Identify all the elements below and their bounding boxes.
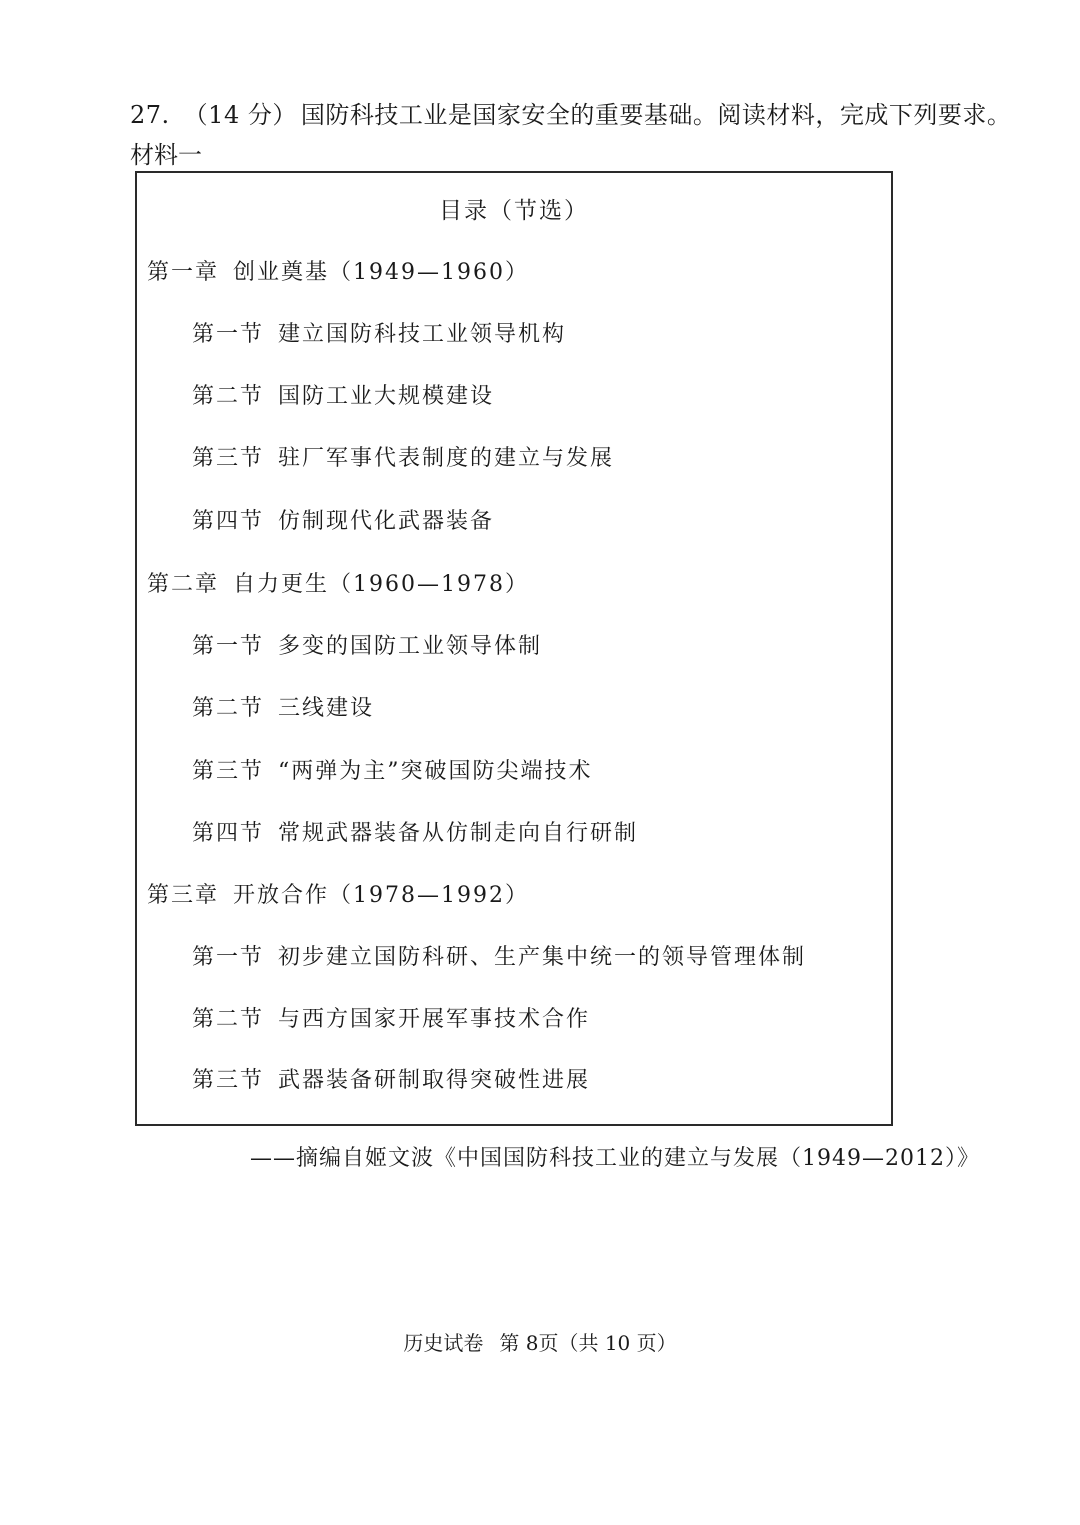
toc-section: [192, 444, 614, 474]
section-label: 第三节: [192, 446, 265, 471]
section-title: 国防工业大规模建设: [278, 384, 495, 409]
section-title: 三线建设: [278, 696, 375, 721]
section-title: 初步建立国防科研、生产集中统一的领导管理体制: [278, 945, 807, 970]
toc-section: [192, 1066, 590, 1096]
section-title: “两弹为主”突破国防尖端技术: [278, 759, 593, 784]
chapter-title: 开放合作（1978—1992）: [233, 883, 529, 908]
source-citation: ——摘编自姬文波《中国国防科技工业的建立与发展（1949—2012）》: [250, 1146, 980, 1171]
question-number: 27.: [130, 101, 170, 129]
toc-section: [192, 382, 494, 412]
toc-section: [192, 320, 566, 350]
question-score: （14 分）: [183, 101, 297, 129]
section-label: 第二节: [192, 384, 265, 409]
section-title: 常规武器装备从仿制走向自行研制: [278, 821, 639, 846]
section-label: 第二节: [192, 696, 265, 721]
question-text: 国防科技工业是国家安全的重要基础。阅读材料，完成下列要求。: [300, 101, 1012, 129]
page-number: 第 8页（共 10 页）: [499, 1331, 677, 1355]
page-footer: [0, 1328, 1080, 1358]
toc-section: [192, 632, 542, 662]
exam-name: 历史试卷: [403, 1331, 484, 1355]
chapter-title: 自力更生（1960—1978）: [233, 572, 529, 597]
section-title: 建立国防科技工业领导机构: [278, 322, 567, 347]
section-label: 第四节: [192, 509, 265, 534]
toc-chapter-2: [147, 570, 529, 600]
section-label: 第一节: [192, 634, 265, 659]
question-header: [130, 98, 1011, 132]
section-title: 驻厂军事代表制度的建立与发展: [278, 446, 615, 471]
toc-chapter-3: [147, 881, 529, 911]
toc-section: [192, 819, 638, 849]
chapter-label: 第一章: [147, 260, 220, 285]
section-label: 第二节: [192, 1007, 265, 1032]
chapter-title: 创业奠基（1949—1960）: [233, 260, 529, 285]
section-title: 与西方国家开展军事技术合作: [278, 1007, 591, 1032]
toc-section: [192, 694, 374, 724]
section-label: 第三节: [192, 1068, 265, 1093]
toc-section: [192, 1005, 590, 1035]
section-label: 第一节: [192, 322, 265, 347]
section-title: 多变的国防工业领导体制: [278, 634, 543, 659]
toc-section: [192, 943, 806, 973]
section-title: 仿制现代化武器装备: [278, 509, 495, 534]
chapter-label: 第二章: [147, 572, 220, 597]
toc-heading: 目录（节选）: [439, 198, 589, 224]
section-label: 第一节: [192, 945, 265, 970]
section-title: 武器装备研制取得突破性进展: [278, 1068, 591, 1093]
section-label: 第三节: [192, 759, 265, 784]
toc-section: [192, 507, 494, 537]
toc-section: [192, 757, 593, 787]
toc-chapter-1: [147, 258, 529, 288]
section-label: 第四节: [192, 821, 265, 846]
chapter-label: 第三章: [147, 883, 220, 908]
material-label: 材料一: [130, 141, 202, 169]
